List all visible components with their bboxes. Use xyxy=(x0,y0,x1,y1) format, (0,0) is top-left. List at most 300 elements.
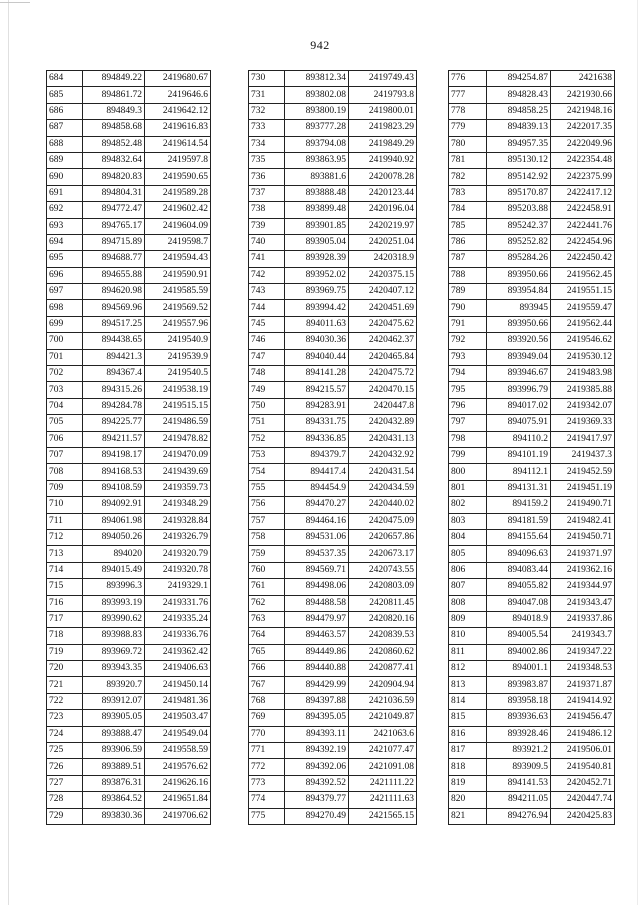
x-coordinate-cell: 894055.82 xyxy=(487,579,551,595)
table-row xyxy=(449,497,615,513)
y-coordinate-cell: 2419451.19 xyxy=(551,480,615,496)
table-row xyxy=(47,218,211,234)
point-number-cell: 764 xyxy=(249,628,285,644)
x-coordinate-cell: 894112.1 xyxy=(487,464,551,480)
table-row xyxy=(47,87,211,103)
table-row xyxy=(249,808,417,824)
point-number-cell: 746 xyxy=(249,333,285,349)
point-number-cell: 713 xyxy=(47,546,83,562)
y-coordinate-cell: 2419450.71 xyxy=(551,529,615,545)
scan-mark xyxy=(0,2,30,3)
point-number-cell: 779 xyxy=(449,120,487,136)
table-row xyxy=(249,316,417,332)
table-row xyxy=(249,480,417,496)
x-coordinate-cell: 893952.02 xyxy=(285,267,349,283)
x-coordinate-cell: 894832.64 xyxy=(83,152,145,168)
x-coordinate-cell: 895142.92 xyxy=(487,169,551,185)
x-coordinate-cell: 894283.91 xyxy=(285,398,349,414)
table-row xyxy=(47,628,211,644)
point-number-cell: 766 xyxy=(249,661,285,677)
table-row xyxy=(449,759,615,775)
point-number-cell: 773 xyxy=(249,775,285,791)
x-coordinate-cell: 894315.26 xyxy=(83,382,145,398)
x-coordinate-cell: 894367.4 xyxy=(83,366,145,382)
point-number-cell: 711 xyxy=(47,513,83,529)
x-coordinate-cell: 894772.47 xyxy=(83,202,145,218)
table-row xyxy=(249,218,417,234)
y-coordinate-cell: 2419348.29 xyxy=(145,497,211,513)
table-row xyxy=(449,202,615,218)
point-number-cell: 685 xyxy=(47,87,83,103)
point-number-cell: 688 xyxy=(47,136,83,152)
y-coordinate-cell: 2419540.81 xyxy=(551,759,615,775)
x-coordinate-cell: 893988.83 xyxy=(83,628,145,644)
y-coordinate-cell: 2420673.17 xyxy=(349,546,417,562)
table-row xyxy=(249,87,417,103)
table-row xyxy=(47,710,211,726)
y-coordinate-cell: 2420219.97 xyxy=(349,218,417,234)
point-number-cell: 702 xyxy=(47,366,83,382)
point-number-cell: 795 xyxy=(449,382,487,398)
table-row xyxy=(47,267,211,283)
point-number-cell: 809 xyxy=(449,611,487,627)
y-coordinate-cell: 2420451.69 xyxy=(349,300,417,316)
x-coordinate-cell: 894083.44 xyxy=(487,562,551,578)
point-number-cell: 748 xyxy=(249,366,285,382)
table-row xyxy=(449,529,615,545)
x-coordinate-cell: 893881.6 xyxy=(285,169,349,185)
table-row xyxy=(449,284,615,300)
table-row xyxy=(47,497,211,513)
y-coordinate-cell: 2419371.97 xyxy=(551,546,615,562)
y-coordinate-cell: 2419558.59 xyxy=(145,743,211,759)
y-coordinate-cell: 2419594.43 xyxy=(145,251,211,267)
x-coordinate-cell: 894858.68 xyxy=(83,120,145,136)
y-coordinate-cell: 2419706.62 xyxy=(145,808,211,824)
y-coordinate-cell: 2419823.29 xyxy=(349,120,417,136)
x-coordinate-cell: 894429.99 xyxy=(285,677,349,693)
table-row xyxy=(249,792,417,808)
table-row xyxy=(449,333,615,349)
point-number-cell: 817 xyxy=(449,743,487,759)
table-row xyxy=(249,152,417,168)
y-coordinate-cell: 2419849.29 xyxy=(349,136,417,152)
point-number-cell: 799 xyxy=(449,447,487,463)
point-number-cell: 727 xyxy=(47,775,83,791)
table-row xyxy=(249,595,417,611)
point-number-cell: 796 xyxy=(449,398,487,414)
point-number-cell: 772 xyxy=(249,759,285,775)
y-coordinate-cell: 2419598.7 xyxy=(145,234,211,250)
x-coordinate-cell: 894379.7 xyxy=(285,447,349,463)
y-coordinate-cell: 2419328.84 xyxy=(145,513,211,529)
y-coordinate-cell: 2419646.6 xyxy=(145,87,211,103)
x-coordinate-cell: 893920.56 xyxy=(487,333,551,349)
point-number-cell: 783 xyxy=(449,185,487,201)
scan-edge-shadow-right xyxy=(637,0,638,905)
table-row xyxy=(449,792,615,808)
point-number-cell: 755 xyxy=(249,480,285,496)
table-row xyxy=(47,333,211,349)
point-number-cell: 750 xyxy=(249,398,285,414)
table-row xyxy=(249,464,417,480)
x-coordinate-cell: 893993.19 xyxy=(83,595,145,611)
x-coordinate-cell: 894804.31 xyxy=(83,185,145,201)
x-coordinate-cell: 893949.04 xyxy=(487,349,551,365)
x-coordinate-cell: 895203.88 xyxy=(487,202,551,218)
point-number-cell: 813 xyxy=(449,677,487,693)
point-number-cell: 786 xyxy=(449,234,487,250)
table-row xyxy=(249,169,417,185)
y-coordinate-cell: 2419371.87 xyxy=(551,677,615,693)
point-number-cell: 777 xyxy=(449,87,487,103)
y-coordinate-cell: 2419597.8 xyxy=(145,152,211,168)
x-coordinate-cell: 893950.66 xyxy=(487,267,551,283)
table-row xyxy=(449,595,615,611)
x-coordinate-cell: 894395.05 xyxy=(285,710,349,726)
point-number-cell: 774 xyxy=(249,792,285,808)
y-coordinate-cell: 2419602.42 xyxy=(145,202,211,218)
point-number-cell: 699 xyxy=(47,316,83,332)
point-number-cell: 821 xyxy=(449,808,487,824)
x-coordinate-cell: 894141.53 xyxy=(487,775,551,791)
point-number-cell: 712 xyxy=(47,529,83,545)
table-row xyxy=(249,251,417,267)
table-row xyxy=(449,169,615,185)
x-coordinate-cell: 894018.9 xyxy=(487,611,551,627)
y-coordinate-cell: 2419417.97 xyxy=(551,431,615,447)
y-coordinate-cell: 2419348.53 xyxy=(551,661,615,677)
y-coordinate-cell: 2420657.86 xyxy=(349,529,417,545)
table-row xyxy=(47,431,211,447)
table-row xyxy=(249,743,417,759)
point-number-cell: 719 xyxy=(47,644,83,660)
y-coordinate-cell: 2422375.99 xyxy=(551,169,615,185)
y-coordinate-cell: 2419569.52 xyxy=(145,300,211,316)
x-coordinate-cell: 894276.94 xyxy=(487,808,551,824)
y-coordinate-cell: 2419359.73 xyxy=(145,480,211,496)
x-coordinate-cell: 894765.17 xyxy=(83,218,145,234)
point-number-cell: 684 xyxy=(47,71,83,87)
point-number-cell: 696 xyxy=(47,267,83,283)
x-coordinate-cell: 894454.9 xyxy=(285,480,349,496)
table-row xyxy=(449,218,615,234)
y-coordinate-cell: 2419437.3 xyxy=(551,447,615,463)
x-coordinate-cell: 894110.2 xyxy=(487,431,551,447)
point-number-cell: 787 xyxy=(449,251,487,267)
y-coordinate-cell: 2420251.04 xyxy=(349,234,417,250)
x-coordinate-cell: 893794.08 xyxy=(285,136,349,152)
y-coordinate-cell: 2419362.16 xyxy=(551,562,615,578)
x-coordinate-cell: 894569.96 xyxy=(83,300,145,316)
x-coordinate-cell: 894463.57 xyxy=(285,628,349,644)
y-coordinate-cell: 2419385.88 xyxy=(551,382,615,398)
x-coordinate-cell: 893800.19 xyxy=(285,103,349,119)
table-row xyxy=(47,546,211,562)
point-number-cell: 800 xyxy=(449,464,487,480)
table-row xyxy=(249,267,417,283)
point-number-cell: 743 xyxy=(249,284,285,300)
y-coordinate-cell: 2421091.08 xyxy=(349,759,417,775)
table-row xyxy=(449,710,615,726)
x-coordinate-cell: 894438.65 xyxy=(83,333,145,349)
point-number-cell: 725 xyxy=(47,743,83,759)
point-number-cell: 687 xyxy=(47,120,83,136)
table-row xyxy=(47,251,211,267)
point-number-cell: 814 xyxy=(449,693,487,709)
y-coordinate-cell: 2421063.6 xyxy=(349,726,417,742)
y-coordinate-cell: 2420803.09 xyxy=(349,579,417,595)
x-coordinate-cell: 893830.36 xyxy=(83,808,145,824)
y-coordinate-cell: 2419540.9 xyxy=(145,333,211,349)
y-coordinate-cell: 2419539.9 xyxy=(145,349,211,365)
table-row xyxy=(47,595,211,611)
y-coordinate-cell: 2419590.91 xyxy=(145,267,211,283)
y-coordinate-cell: 2419590.65 xyxy=(145,169,211,185)
y-coordinate-cell: 2419482.41 xyxy=(551,513,615,529)
table-row xyxy=(449,71,615,87)
x-coordinate-cell: 894331.75 xyxy=(285,415,349,431)
y-coordinate-cell: 2419680.67 xyxy=(145,71,211,87)
table-row xyxy=(47,152,211,168)
table-row xyxy=(449,546,615,562)
y-coordinate-cell: 2419551.15 xyxy=(551,284,615,300)
x-coordinate-cell: 893899.48 xyxy=(285,202,349,218)
y-coordinate-cell: 2419515.15 xyxy=(145,398,211,414)
point-number-cell: 762 xyxy=(249,595,285,611)
table-row xyxy=(449,152,615,168)
page-number: 942 xyxy=(310,38,330,52)
y-coordinate-cell: 2420820.16 xyxy=(349,611,417,627)
table-row xyxy=(449,579,615,595)
y-coordinate-cell: 2420431.54 xyxy=(349,464,417,480)
table-row xyxy=(249,398,417,414)
point-number-cell: 808 xyxy=(449,595,487,611)
x-coordinate-cell: 894392.06 xyxy=(285,759,349,775)
point-number-cell: 717 xyxy=(47,611,83,627)
x-coordinate-cell: 894449.86 xyxy=(285,644,349,660)
x-coordinate-cell: 894715.89 xyxy=(83,234,145,250)
point-number-cell: 758 xyxy=(249,529,285,545)
y-coordinate-cell: 2419478.82 xyxy=(145,431,211,447)
y-coordinate-cell: 2419557.96 xyxy=(145,316,211,332)
y-coordinate-cell: 2420425.83 xyxy=(551,808,615,824)
y-coordinate-cell: 2419347.22 xyxy=(551,644,615,660)
table-row xyxy=(249,185,417,201)
table-row xyxy=(47,316,211,332)
point-number-cell: 705 xyxy=(47,415,83,431)
table-row xyxy=(449,562,615,578)
x-coordinate-cell: 893996.3 xyxy=(83,579,145,595)
table-row xyxy=(449,808,615,824)
y-coordinate-cell: 2419585.59 xyxy=(145,284,211,300)
point-number-cell: 694 xyxy=(47,234,83,250)
point-number-cell: 726 xyxy=(47,759,83,775)
point-number-cell: 692 xyxy=(47,202,83,218)
point-number-cell: 703 xyxy=(47,382,83,398)
table-row xyxy=(249,431,417,447)
y-coordinate-cell: 2421638 xyxy=(551,71,615,87)
y-coordinate-cell: 2422417.12 xyxy=(551,185,615,201)
y-coordinate-cell: 2419337.86 xyxy=(551,611,615,627)
x-coordinate-cell: 894211.57 xyxy=(83,431,145,447)
x-coordinate-cell: 893969.75 xyxy=(285,284,349,300)
y-coordinate-cell: 2419562.45 xyxy=(551,267,615,283)
x-coordinate-cell: 894108.59 xyxy=(83,480,145,496)
table-row xyxy=(249,775,417,791)
point-number-cell: 718 xyxy=(47,628,83,644)
y-coordinate-cell: 2419456.47 xyxy=(551,710,615,726)
x-coordinate-cell: 894379.77 xyxy=(285,792,349,808)
point-number-cell: 801 xyxy=(449,480,487,496)
table-row xyxy=(449,87,615,103)
table-row xyxy=(249,759,417,775)
table-row xyxy=(47,136,211,152)
x-coordinate-cell: 894015.49 xyxy=(83,562,145,578)
coordinate-table-2 xyxy=(248,70,417,825)
table-row xyxy=(249,415,417,431)
table-row xyxy=(249,366,417,382)
y-coordinate-cell: 2421036.59 xyxy=(349,693,417,709)
point-number-cell: 690 xyxy=(47,169,83,185)
point-number-cell: 811 xyxy=(449,644,487,660)
table-row xyxy=(249,661,417,677)
table-row xyxy=(249,710,417,726)
table-row xyxy=(249,693,417,709)
table-row xyxy=(47,169,211,185)
point-number-cell: 708 xyxy=(47,464,83,480)
y-coordinate-cell: 2421111.63 xyxy=(349,792,417,808)
point-number-cell: 747 xyxy=(249,349,285,365)
y-coordinate-cell: 2419940.92 xyxy=(349,152,417,168)
table-row xyxy=(47,366,211,382)
y-coordinate-cell: 2422454.96 xyxy=(551,234,615,250)
point-number-cell: 715 xyxy=(47,579,83,595)
y-coordinate-cell: 2420407.12 xyxy=(349,284,417,300)
table-row xyxy=(249,382,417,398)
x-coordinate-cell: 893920.7 xyxy=(83,677,145,693)
table-row xyxy=(449,300,615,316)
table-row xyxy=(449,480,615,496)
table-row xyxy=(449,316,615,332)
y-coordinate-cell: 2419486.12 xyxy=(551,726,615,742)
x-coordinate-cell: 894858.25 xyxy=(487,103,551,119)
y-coordinate-cell: 2419503.47 xyxy=(145,710,211,726)
point-number-cell: 751 xyxy=(249,415,285,431)
x-coordinate-cell: 893943.35 xyxy=(83,661,145,677)
x-coordinate-cell: 894828.43 xyxy=(487,87,551,103)
table-row xyxy=(449,661,615,677)
y-coordinate-cell: 2419336.76 xyxy=(145,628,211,644)
point-number-cell: 706 xyxy=(47,431,83,447)
y-coordinate-cell: 2419604.09 xyxy=(145,218,211,234)
x-coordinate-cell: 893802.08 xyxy=(285,87,349,103)
table-row xyxy=(249,628,417,644)
table-row xyxy=(449,743,615,759)
table-row xyxy=(249,333,417,349)
x-coordinate-cell: 893888.48 xyxy=(285,185,349,201)
y-coordinate-cell: 2420452.71 xyxy=(551,775,615,791)
point-number-cell: 797 xyxy=(449,415,487,431)
y-coordinate-cell: 2419343.47 xyxy=(551,595,615,611)
x-coordinate-cell: 894397.88 xyxy=(285,693,349,709)
point-number-cell: 789 xyxy=(449,284,487,300)
y-coordinate-cell: 2419342.07 xyxy=(551,398,615,414)
x-coordinate-cell: 893909.5 xyxy=(487,759,551,775)
point-number-cell: 816 xyxy=(449,726,487,742)
y-coordinate-cell: 2420811.45 xyxy=(349,595,417,611)
y-coordinate-cell: 2419362.42 xyxy=(145,644,211,660)
table-row xyxy=(449,628,615,644)
point-number-cell: 707 xyxy=(47,447,83,463)
point-number-cell: 765 xyxy=(249,644,285,660)
x-coordinate-cell: 894655.88 xyxy=(83,267,145,283)
x-coordinate-cell: 894155.64 xyxy=(487,529,551,545)
point-number-cell: 700 xyxy=(47,333,83,349)
table-row xyxy=(47,611,211,627)
point-number-cell: 709 xyxy=(47,480,83,496)
x-coordinate-cell: 895170.87 xyxy=(487,185,551,201)
x-coordinate-cell: 894254.87 xyxy=(487,71,551,87)
point-number-cell: 729 xyxy=(47,808,83,824)
y-coordinate-cell: 2419329.1 xyxy=(145,579,211,595)
table-row xyxy=(249,202,417,218)
point-number-cell: 782 xyxy=(449,169,487,185)
point-number-cell: 736 xyxy=(249,169,285,185)
table-row xyxy=(449,677,615,693)
point-number-cell: 760 xyxy=(249,562,285,578)
x-coordinate-cell: 894030.36 xyxy=(285,333,349,349)
y-coordinate-cell: 2419439.69 xyxy=(145,464,211,480)
x-coordinate-cell: 893990.62 xyxy=(83,611,145,627)
table-row xyxy=(47,464,211,480)
point-number-cell: 784 xyxy=(449,202,487,218)
table-row xyxy=(449,267,615,283)
y-coordinate-cell: 2419406.63 xyxy=(145,661,211,677)
y-coordinate-cell: 2419549.04 xyxy=(145,726,211,742)
x-coordinate-cell: 894181.59 xyxy=(487,513,551,529)
y-coordinate-cell: 2420123.44 xyxy=(349,185,417,201)
point-number-cell: 701 xyxy=(47,349,83,365)
x-coordinate-cell: 894957.35 xyxy=(487,136,551,152)
coordinate-table-3 xyxy=(448,70,615,825)
point-number-cell: 794 xyxy=(449,366,487,382)
x-coordinate-cell: 894421.3 xyxy=(83,349,145,365)
y-coordinate-cell: 2419530.12 xyxy=(551,349,615,365)
point-number-cell: 776 xyxy=(449,71,487,87)
y-coordinate-cell: 2419540.5 xyxy=(145,366,211,382)
x-coordinate-cell: 893958.18 xyxy=(487,693,551,709)
table-row xyxy=(249,513,417,529)
x-coordinate-cell: 893912.07 xyxy=(83,693,145,709)
point-number-cell: 723 xyxy=(47,710,83,726)
point-number-cell: 754 xyxy=(249,464,285,480)
y-coordinate-cell: 2420475.62 xyxy=(349,316,417,332)
point-number-cell: 732 xyxy=(249,103,285,119)
y-coordinate-cell: 2420470.15 xyxy=(349,382,417,398)
point-number-cell: 780 xyxy=(449,136,487,152)
point-number-cell: 763 xyxy=(249,611,285,627)
point-number-cell: 798 xyxy=(449,431,487,447)
x-coordinate-cell: 893905.05 xyxy=(83,710,145,726)
x-coordinate-cell: 894092.91 xyxy=(83,497,145,513)
y-coordinate-cell: 2419616.83 xyxy=(145,120,211,136)
x-coordinate-cell: 894011.63 xyxy=(285,316,349,332)
x-coordinate-cell: 893946.67 xyxy=(487,366,551,382)
x-coordinate-cell: 894479.97 xyxy=(285,611,349,627)
x-coordinate-cell: 894020 xyxy=(83,546,145,562)
table-row xyxy=(47,398,211,414)
